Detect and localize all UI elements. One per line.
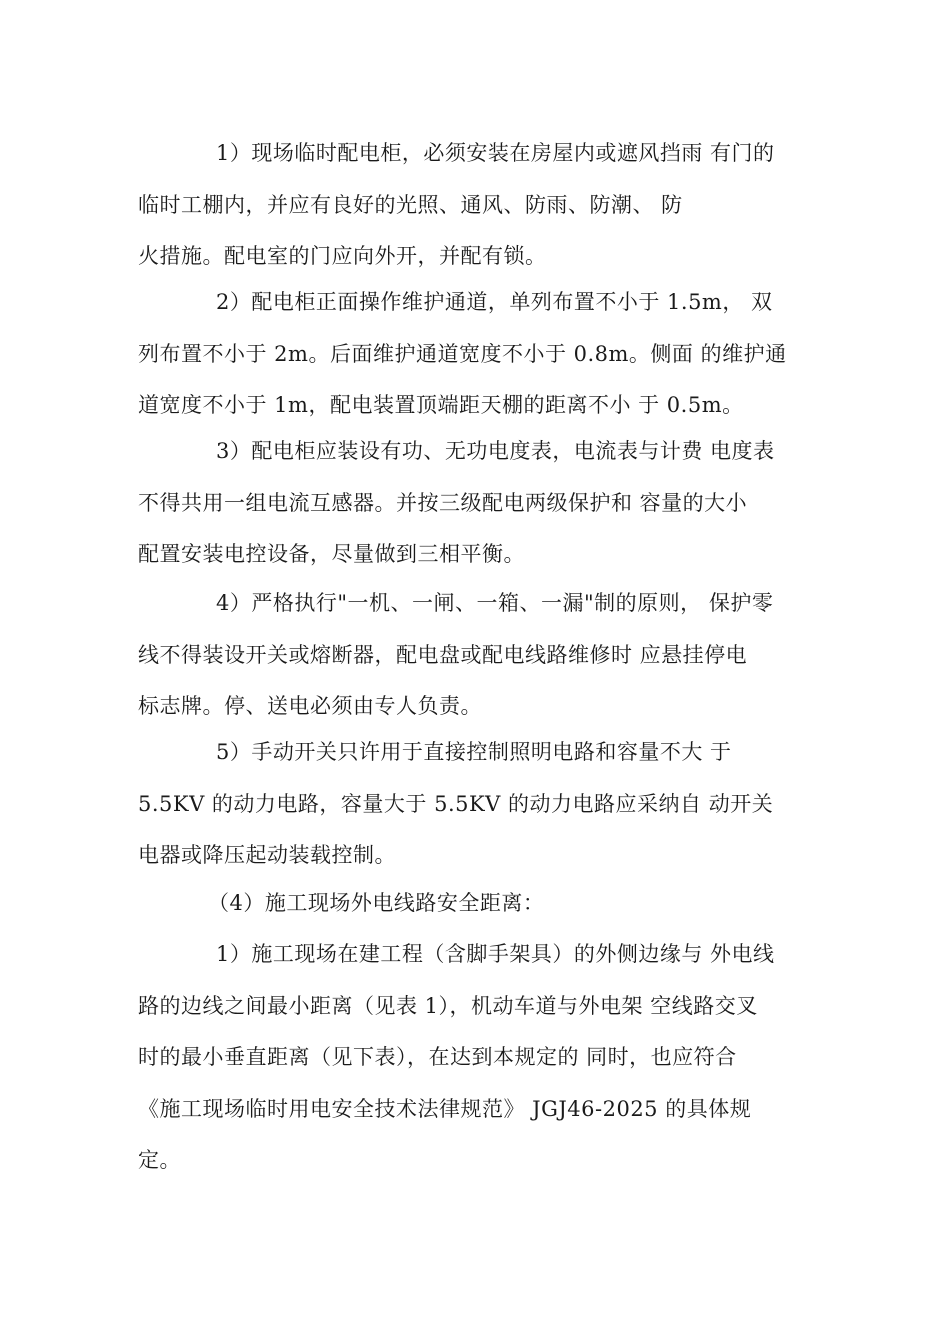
paragraph-4 <box>138 578 828 733</box>
text-line: 4）严格执行"一机、一闸、一箱、一漏"制的原则， 保护零 <box>216 591 774 615</box>
text-line: 道宽度不小于 1m，配电装置顶端距天棚的距离不小 于 0.5m。 <box>138 393 744 417</box>
text-line: 《施工现场临时用电安全技术法律规范》 JGJ46-2025 的具体规 <box>138 1096 752 1121</box>
paragraph-6 <box>138 929 828 1187</box>
text-line: 5）手动开关只许用于直接控制照明电路和容量不大 于 <box>216 740 732 764</box>
paragraph-3 <box>138 426 828 581</box>
section-heading <box>138 878 828 930</box>
text-line: 时的最小垂直距离（见下表），在达到本规定的 同时，也应符合 <box>138 1045 737 1069</box>
text-line: 2）配电柜正面操作维护通道，单列布置不小于 1.5m， 双 <box>216 290 773 314</box>
text-line: 火措施。配电室的门应向外开，并配有锁。 <box>138 244 547 268</box>
text-line: 电器或降压起动装载控制。 <box>138 843 396 867</box>
text-line: 3）配电柜应装设有功、无功电度表，电流表与计费 电度表 <box>216 439 775 463</box>
text-line: 列布置不小于 2m。后面维护通道宽度不小于 0.8m。侧面 的维护通 <box>138 341 787 366</box>
heading-line: （4）施工现场外电线路安全距离： <box>208 891 545 915</box>
paragraph-2 <box>138 277 828 432</box>
text-line: 临时工棚内，并应有良好的光照、通风、防雨、防潮、 防 <box>138 192 683 217</box>
text-line: 配置安装电控设备，尽量做到三相平衡。 <box>138 542 525 566</box>
text-line: 1）现场临时配电柜，必须安装在房屋内或遮风挡雨 有门的 <box>216 141 775 165</box>
text-line: 不得共用一组电流互感器。并按三级配电两级保护和 容量的大小 <box>138 490 748 515</box>
text-line: 标志牌。停、送电必须由专人负责。 <box>138 694 482 718</box>
text-line: 线不得装设开关或熔断器，配电盘或配电线路维修时 应悬挂停电 <box>138 642 748 667</box>
text-line: 5.5KV 的动力电路，容量大于 5.5KV 的动力电路应采纳自 动开关 <box>138 791 774 816</box>
text-line: 路的边线之间最小距离（见表 1），机动车道与外电架 空线路交叉 <box>138 993 758 1018</box>
text-line: 1）施工现场在建工程（含脚手架具）的外侧边缘与 外电线 <box>216 942 775 966</box>
paragraph-1 <box>138 128 828 283</box>
paragraph-5 <box>138 727 828 882</box>
text-line: 定。 <box>138 1148 181 1172</box>
